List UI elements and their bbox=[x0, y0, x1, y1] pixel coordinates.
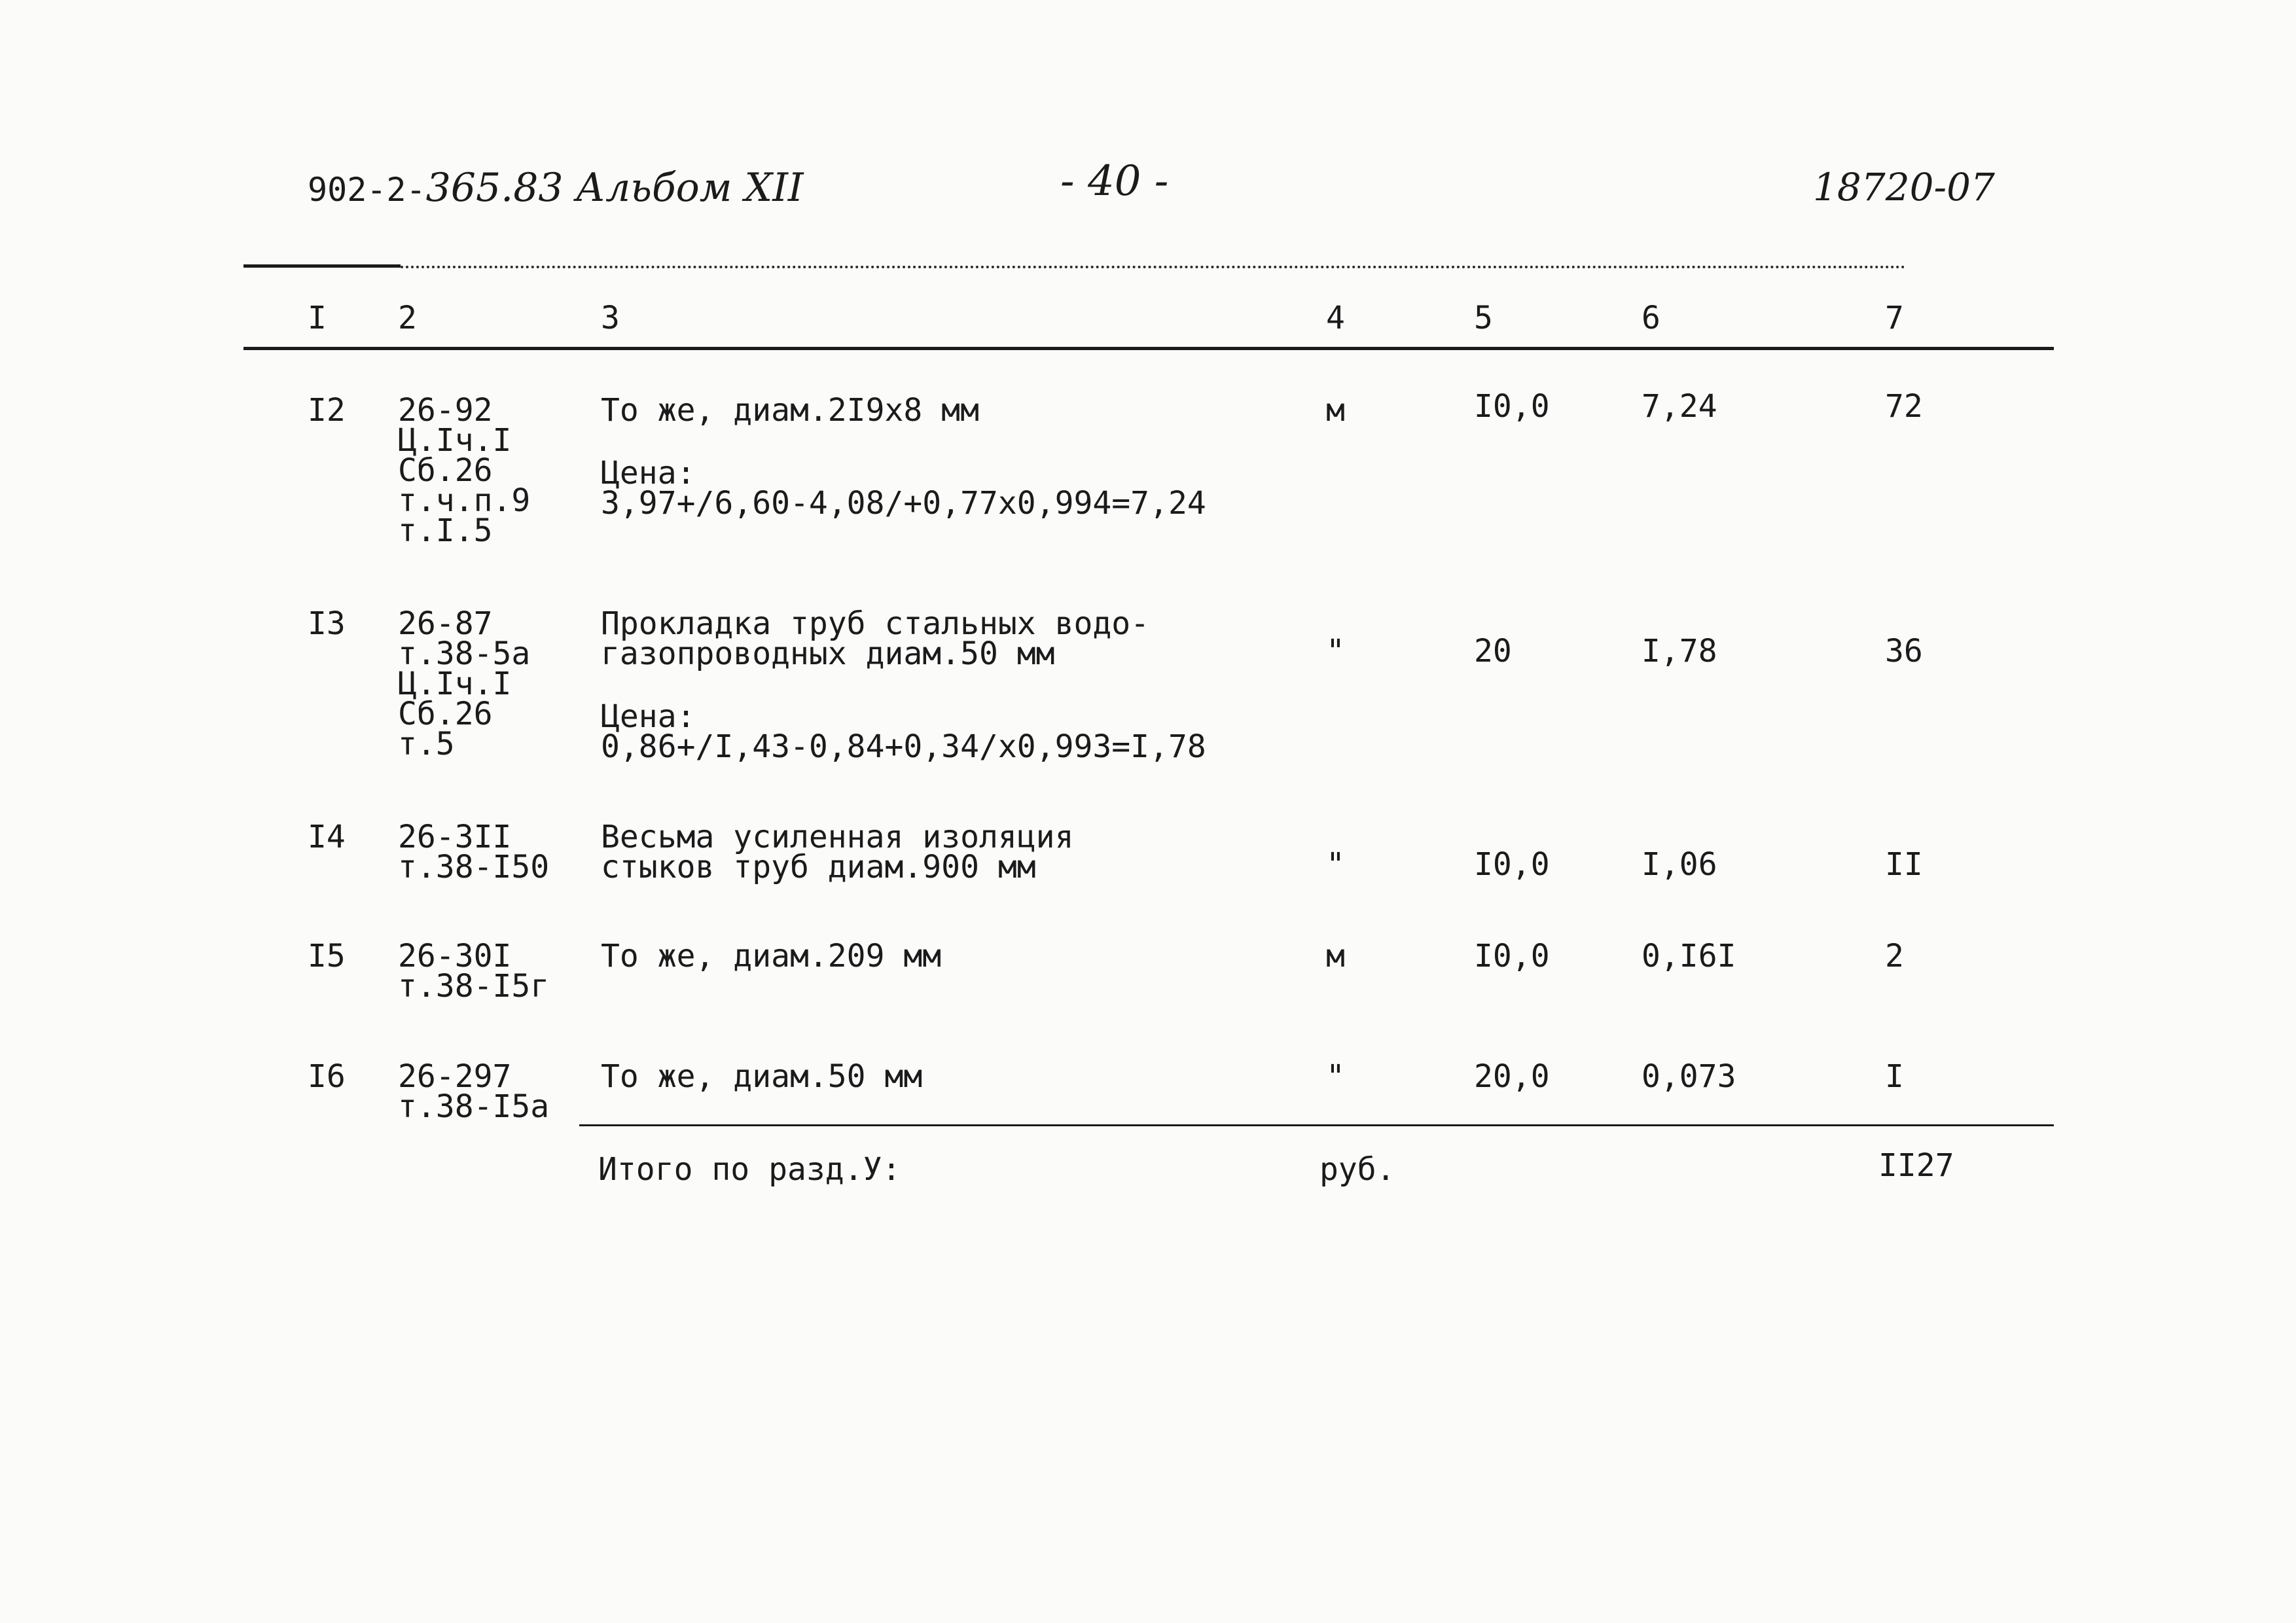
row-refs bbox=[398, 819, 550, 885]
ref-line: 26-3II bbox=[398, 819, 512, 855]
desc-line: То же, диам.50 мм bbox=[601, 1058, 923, 1095]
row-refs bbox=[398, 392, 531, 549]
col-header-6: 6 bbox=[1641, 300, 1660, 336]
col-header-5: 5 bbox=[1474, 300, 1493, 336]
col-header-3: 3 bbox=[601, 300, 620, 336]
col-header-4: 4 bbox=[1326, 300, 1345, 336]
ref-line: т.ч.п.9 bbox=[398, 482, 531, 519]
col-header-2: 2 bbox=[398, 300, 417, 336]
desc-line: Прокладка труб стальных водо- bbox=[601, 605, 1150, 642]
ref-line: Ц.Iч.I bbox=[398, 422, 512, 459]
doc-code bbox=[308, 165, 804, 211]
row-unit: м bbox=[1326, 392, 1345, 429]
row-total: 2 bbox=[1885, 938, 1904, 974]
ref-line: Сб.26 bbox=[398, 696, 493, 732]
header-rule bbox=[243, 347, 2054, 350]
summary-total: II27 bbox=[1878, 1147, 1954, 1184]
row-total: I bbox=[1885, 1058, 1904, 1095]
summary-unit: руб. bbox=[1319, 1151, 1395, 1188]
row-unit-price: I,78 bbox=[1641, 633, 1717, 669]
row-total: 36 bbox=[1885, 633, 1923, 669]
row-refs bbox=[398, 1058, 550, 1125]
row-qty: I0,0 bbox=[1474, 938, 1550, 974]
row-description bbox=[601, 819, 1074, 885]
desc-line: То же, диам.209 мм bbox=[601, 938, 942, 974]
row-number: I6 bbox=[308, 1058, 346, 1095]
row-unit: " bbox=[1326, 846, 1345, 883]
row-unit: " bbox=[1326, 633, 1345, 669]
row-description bbox=[601, 392, 979, 429]
price-label: Цена: bbox=[601, 455, 696, 491]
ref-line: Сб.26 bbox=[398, 452, 493, 489]
row-refs bbox=[398, 938, 550, 1005]
row-refs bbox=[398, 605, 531, 762]
row-unit-price: 0,073 bbox=[1641, 1058, 1736, 1095]
row-description bbox=[601, 1058, 923, 1095]
row-unit: м bbox=[1326, 938, 1345, 974]
ref-line: т.5 bbox=[398, 726, 455, 762]
doc-code-printed: 902-2- bbox=[308, 171, 426, 209]
inventory-number: 18720-07 bbox=[1813, 165, 1995, 209]
price-formula: 3,97+/6,60-4,08/+0,77х0,994=7,24 bbox=[601, 485, 1206, 522]
desc-line: То же, диам.2I9х8 мм bbox=[601, 392, 979, 429]
row-number: I5 bbox=[308, 938, 346, 974]
col-header-1: I bbox=[308, 300, 327, 336]
top-rule bbox=[243, 264, 401, 268]
ref-line: 26-297 bbox=[398, 1058, 512, 1095]
ref-line: т.38-I50 bbox=[398, 849, 550, 885]
row-description bbox=[601, 605, 1150, 672]
summary-rule bbox=[579, 1124, 2054, 1126]
ref-line: 26-30I bbox=[398, 938, 512, 974]
col-header-7: 7 bbox=[1885, 300, 1904, 336]
price-label: Цена: bbox=[601, 698, 696, 735]
ref-line: 26-87 bbox=[398, 605, 493, 642]
desc-line: стыков труб диам.900 мм bbox=[601, 849, 1036, 885]
row-total: II bbox=[1885, 846, 1923, 883]
price-formula: 0,86+/I,43-0,84+0,34/х0,993=I,78 bbox=[601, 728, 1206, 765]
row-unit-price: 0,I6I bbox=[1641, 938, 1736, 974]
row-qty: I0,0 bbox=[1474, 388, 1550, 425]
row-unit: " bbox=[1326, 1058, 1345, 1095]
row-number: I3 bbox=[308, 605, 346, 642]
row-total: 72 bbox=[1885, 388, 1923, 425]
summary-label: Итого по разд.У: bbox=[598, 1151, 901, 1188]
ref-line: т.38-5а bbox=[398, 635, 531, 672]
doc-code-handwritten: 365.83 Альбом XII bbox=[425, 165, 804, 211]
ref-line: Ц.Iч.I bbox=[398, 666, 512, 702]
ref-line: 26-92 bbox=[398, 392, 493, 429]
ref-line: т.I.5 bbox=[398, 512, 493, 549]
desc-line: газопроводных диам.50 мм bbox=[601, 635, 1055, 672]
row-qty: 20,0 bbox=[1474, 1058, 1550, 1095]
top-dotted-rule bbox=[401, 266, 1906, 268]
row-unit-price: 7,24 bbox=[1641, 388, 1717, 425]
row-number: I2 bbox=[308, 392, 346, 429]
page-number: - 40 - bbox=[1060, 157, 1169, 205]
row-number: I4 bbox=[308, 819, 346, 855]
desc-line: Весьма усиленная изоляция bbox=[601, 819, 1074, 855]
row-qty: I0,0 bbox=[1474, 846, 1550, 883]
row-description bbox=[601, 938, 942, 974]
row-qty: 20 bbox=[1474, 633, 1512, 669]
row-unit-price: I,06 bbox=[1641, 846, 1717, 883]
ref-line: т.38-I5а bbox=[398, 1088, 550, 1125]
ref-line: т.38-I5г bbox=[398, 968, 550, 1005]
